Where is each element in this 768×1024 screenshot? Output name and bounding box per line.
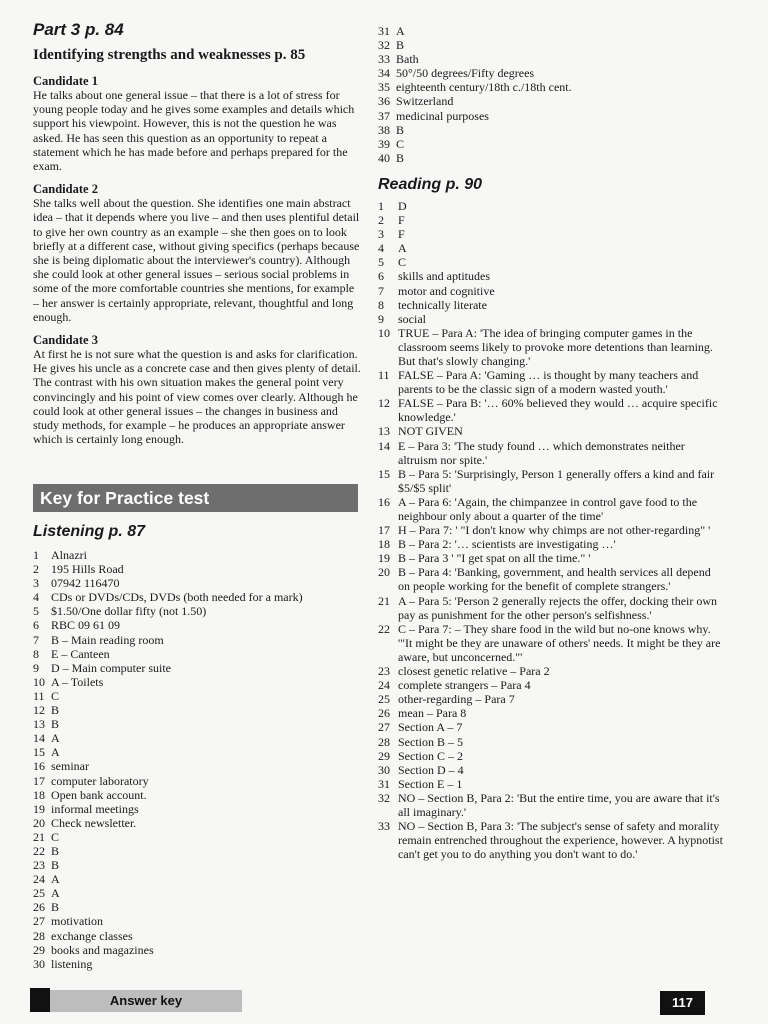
answer-number: 17 [378,523,390,538]
answer-text: FALSE – Para B: '… 60% believed they would … acquire specific knowledge.' [398,396,718,425]
answer-text: A [51,872,60,887]
answer-number: 37 [378,108,390,123]
answer-row [378,123,723,137]
right-column [378,24,723,861]
answer-row [378,38,723,52]
answer-number: 1 [33,548,39,562]
answer-row [378,777,723,791]
answer-number: 22 [378,621,390,636]
candidate-heading: Candidate 2 [33,182,98,197]
answer-number: 40 [378,150,390,165]
answer-row [33,759,361,773]
candidate-text: He talks about one general issue – that there is a lot of stress for young people today and he gives some examples and details which support his viewpoint. However, this is not the question he was asked. He has seen this question as an opportunity to repeat a statement which he has made before and perhaps prepared for the exam. [33,88,355,174]
answer-number: 8 [378,297,384,312]
answer-text: D – Main computer suite [51,660,171,675]
answer-text: B [396,38,405,53]
answer-number: 33 [378,819,390,834]
answer-text: B [51,703,60,718]
answer-row [378,819,723,861]
answer-text: E – Canteen [51,646,110,661]
answer-number: 7 [33,632,39,647]
answer-row [33,633,361,647]
answer-text: $1.50/One dollar fifty (not 1.50) [51,604,207,619]
answer-row [33,774,361,788]
answer-row [33,914,361,928]
answer-row [378,94,723,108]
answer-row [378,213,723,227]
answer-row [378,368,723,396]
answer-number: 31 [378,776,390,791]
answer-row [33,830,361,844]
footer-marker [30,988,50,1012]
answer-row [378,495,723,523]
answer-number: 10 [33,674,45,689]
answer-row [33,675,361,689]
answer-text: Check newsletter. [51,815,137,830]
listening-section [33,522,361,971]
answer-text: C – Para 7: – They share food in the wild but no-one knows why. '"It might be they are unaware of others' needs. It might be they are aware, but unconcerned."' [398,621,721,664]
answer-text: FALSE – Para A: 'Gaming … is thought by many teachers and parents to be the classic sign of a modern wasted youth.' [398,368,699,397]
answer-text: technically literate [398,297,487,312]
answer-number: 31 [378,24,390,38]
candidate-heading: Candidate 3 [33,333,98,348]
answer-number: 30 [378,762,390,777]
answer-number: 13 [33,717,45,732]
answer-text: exchange classes [51,928,133,943]
answer-row [378,720,723,734]
answer-row [378,109,723,123]
answer-text: B [51,858,60,873]
answer-number: 1 [378,198,384,213]
answer-text: B – Main reading room [51,632,164,647]
answer-text: 07942 116470 [51,576,120,591]
answer-number: 7 [378,283,384,298]
answer-row [378,749,723,763]
answer-row [378,396,723,424]
answer-number: 12 [378,396,390,411]
answer-number: 30 [33,956,45,971]
candidates-list [33,74,361,446]
answer-row [378,80,723,94]
answer-row [33,745,361,759]
answer-text: Bath [396,52,419,67]
answer-row [378,537,723,551]
answer-number: 12 [33,703,45,718]
answer-text: other-regarding – Para 7 [398,692,515,707]
answer-text: listening [51,956,93,971]
answer-text: computer laboratory [51,773,149,788]
answer-text: B [51,843,60,858]
listening-answers-continued [378,24,723,165]
answer-text: 50°/50 degrees/Fifty degrees [396,66,535,81]
answer-number: 17 [33,773,45,788]
part-subtitle: Identifying strengths and weaknesses p. 85 [33,47,306,63]
answer-row [33,929,361,943]
answer-text: TRUE – Para A: 'The idea of bringing computer games in the classroom seems likely to provoke more detentions than learning. But that's slowly changing.' [398,325,713,368]
answer-text: Switzerland [396,94,454,109]
reading-answers [378,199,723,861]
answer-row [378,692,723,706]
answer-row [378,137,723,151]
answer-row [378,664,723,678]
answer-row [33,548,361,562]
answer-text: mean – Para 8 [398,706,467,721]
answer-text: skills and aptitudes [398,269,490,284]
answer-row [33,844,361,858]
answer-number: 3 [378,227,384,242]
candidate-heading: Candidate 1 [33,74,98,88]
answer-number: 16 [33,759,45,774]
footer-label: Answer key [50,990,242,1012]
answer-row [33,604,361,618]
answer-text: 195 Hills Road [51,562,124,577]
answer-row [378,66,723,80]
answer-text: E – Para 3: 'The study found … which demonstrates neither altruism nor spite.' [398,438,685,467]
answer-row [378,255,723,269]
answer-number: 6 [378,269,384,284]
answer-number: 26 [378,706,390,721]
answer-number: 22 [33,843,45,858]
answer-number: 28 [378,734,390,749]
answer-text: B – Para 2: '… scientists are investigating …' [398,537,616,552]
answer-row [378,467,723,495]
answer-row [378,622,723,664]
answer-number: 4 [33,590,39,605]
answer-number: 6 [33,618,39,633]
answer-number: 19 [33,801,45,816]
answer-number: 11 [33,688,45,703]
answer-text: C [51,829,60,844]
answer-row [378,298,723,312]
answer-number: 33 [378,52,390,67]
answer-number: 36 [378,94,390,109]
answer-number: 14 [378,438,390,453]
answer-number: 26 [33,900,45,915]
answer-number: 8 [33,646,39,661]
answer-text: motivation [51,914,103,929]
answer-text: A – Para 6: 'Again, the chimpanzee in control gave food to the neighbour only about a quarter of the time' [398,494,698,523]
answer-row [33,886,361,900]
answer-number: 18 [378,537,390,552]
answer-number: 2 [378,213,384,228]
answer-number: 24 [33,872,45,887]
answer-text: motor and cognitive [398,283,495,298]
answer-row [378,523,723,537]
answer-text: B – Para 4: 'Banking, government, and health services all depend on people working for the benefit of complete strangers.' [398,565,711,594]
answer-number: 25 [33,886,45,901]
answer-row [33,731,361,745]
answer-number: 13 [378,424,390,439]
answer-text: seminar [51,759,89,774]
answer-text: F [398,213,405,228]
answer-row [378,678,723,692]
answer-row [378,151,723,165]
answer-number: 23 [33,858,45,873]
answer-text: A [51,731,60,746]
answer-number: 32 [378,38,390,53]
answer-number: 32 [378,790,390,805]
answer-text: RBC 09 61 09 [51,618,121,633]
answer-text: B [396,122,405,137]
answer-text: A [398,241,407,256]
answer-text: B [396,150,405,165]
answer-number: 27 [378,720,390,735]
answer-number: 5 [33,604,39,619]
answer-number: 4 [378,241,384,256]
answer-number: 24 [378,678,390,693]
answer-row [378,24,723,38]
answer-number: 10 [378,325,390,340]
answer-row [33,872,361,886]
answer-text: Section E – 1 [398,776,463,791]
answer-row [378,706,723,720]
answer-row [378,763,723,777]
answer-row [378,312,723,326]
answer-row [378,565,723,593]
answer-row [33,788,361,802]
answer-row [378,326,723,368]
answer-text: complete strangers – Para 4 [398,678,531,693]
answer-row [33,816,361,830]
answer-row [378,791,723,819]
page-number: 117 [660,991,705,1015]
answer-number: 27 [33,914,45,929]
answer-number: 9 [33,660,39,675]
answer-number: 25 [378,692,390,707]
answer-number: 19 [378,551,390,566]
answer-number: 16 [378,494,390,509]
answer-text: A – Toilets [51,674,104,689]
answer-number: 20 [33,815,45,830]
key-banner: Key for Practice test [33,484,358,512]
answer-text: C [51,688,60,703]
answer-row [378,52,723,66]
answer-text: B – Para 5: 'Surprisingly, Person 1 generally offers a kind and fair $5/$5 split' [398,466,715,495]
answer-text: NO – Section B, Para 3: 'The subject's sense of safety and morality remain entrenched throughout the experience, however. A hypnotist can't get you to do anything you don't want to do.' [398,819,723,862]
answer-text: B [51,717,60,732]
answer-text: Alnazri [51,548,87,562]
answer-number: 5 [378,255,384,270]
answer-text: Section A – 7 [398,720,463,735]
answer-row [33,943,361,957]
listening-title: Listening p. 87 [33,523,146,540]
answer-row [378,551,723,565]
answer-number: 11 [378,368,390,383]
candidate-text: At first he is not sure what the question is and asks for clarification. He gives his uncle as a concrete case and then gives plenty of detail. The contrast with his own situation makes the general point very convincingly and his point of view comes over clearly. Although he could look at other general issues – the changes in business and study methods, for example – he produces an appropriate answer which is certainly long enough. [33,347,361,447]
answer-number: 35 [378,80,390,95]
answer-number: 39 [378,136,390,151]
answer-number: 21 [378,593,390,608]
answer-row [33,647,361,661]
answer-row [378,594,723,622]
answer-number: 18 [33,787,45,802]
answer-number: 38 [378,122,390,137]
answer-text: H – Para 7: ' "I don't know why chimps are not other-regarding" ' [398,523,711,538]
answer-text: medicinal purposes [396,108,489,123]
answer-row [33,618,361,632]
answer-row [33,590,361,604]
answer-row [378,269,723,283]
answer-row [33,900,361,914]
answer-text: A – Para 5: 'Person 2 generally rejects the offer, docking their own pay as punishment for the other person's selfishness.' [398,593,718,622]
answer-text: Section D – 4 [398,762,464,777]
answer-text: Section B – 5 [398,734,463,749]
answer-text: closest genetic relative – Para 2 [398,664,550,679]
answer-number: 3 [33,576,39,591]
answer-row [378,439,723,467]
answer-row [378,424,723,438]
reading-title: Reading p. 90 [378,175,483,193]
answer-row [33,689,361,703]
answer-text: books and magazines [51,942,154,957]
answer-row [378,241,723,255]
answer-number: 15 [378,466,390,481]
part-title: Part 3 p. 84 [33,20,124,39]
answer-text: B – Para 3 ' "I get spat on all the time." ' [398,551,591,566]
answer-row [33,957,361,971]
answer-row [33,562,361,576]
answer-row [33,858,361,872]
answer-row [33,661,361,675]
answer-text: A [396,24,405,38]
answer-number: 28 [33,928,45,943]
answer-text: CDs or DVDs/CDs, DVDs (both needed for a mark) [51,590,303,605]
answer-row [33,703,361,717]
answer-number: 21 [33,829,45,844]
answer-text: F [398,227,405,242]
answer-text: Section C – 2 [398,748,463,763]
answer-row [378,735,723,749]
answer-text: social [398,311,426,326]
answer-row [33,576,361,590]
answer-number: 29 [33,942,45,957]
answer-text: C [396,136,405,151]
answer-text: D [398,198,407,213]
answer-row [378,284,723,298]
answer-number: 23 [378,664,390,679]
answer-row [378,199,723,213]
answer-text: Open bank account. [51,787,147,802]
answer-text: eighteenth century/18th c./18th cent. [396,80,572,95]
answer-text: A [51,745,60,760]
candidate-text: She talks well about the question. She identifies one main abstract idea – that it depends where you live – and then uses plentiful detail to give her own country as an example – she then goes on to look briefly at a different case, without giving specifics (perhaps because she is being diplomatic about the interviewer's country). Although she could look at other general issues – serious social problems in some of the more comfortable countries she mentions, for example – her answer is certainly appropriate, relevant, thoughtful and long enough. [33,196,360,324]
answer-number: 20 [378,565,390,580]
answer-number: 29 [378,748,390,763]
answer-text: A [51,886,60,901]
answer-text: C [398,255,407,270]
answer-text: NOT GIVEN [398,424,463,439]
listening-answers [33,548,361,971]
answer-row [33,717,361,731]
answer-number: 34 [378,66,390,81]
answer-number: 14 [33,731,45,746]
answer-number: 9 [378,311,384,326]
answer-number: 2 [33,562,39,577]
answer-number: 15 [33,745,45,760]
answer-row [378,227,723,241]
answer-text: B [51,900,60,915]
part3-section [33,20,361,446]
answer-text: NO – Section B, Para 2: 'But the entire time, you are aware that it's all imaginary.' [398,790,720,819]
answer-row [33,802,361,816]
answer-text: informal meetings [51,801,139,816]
